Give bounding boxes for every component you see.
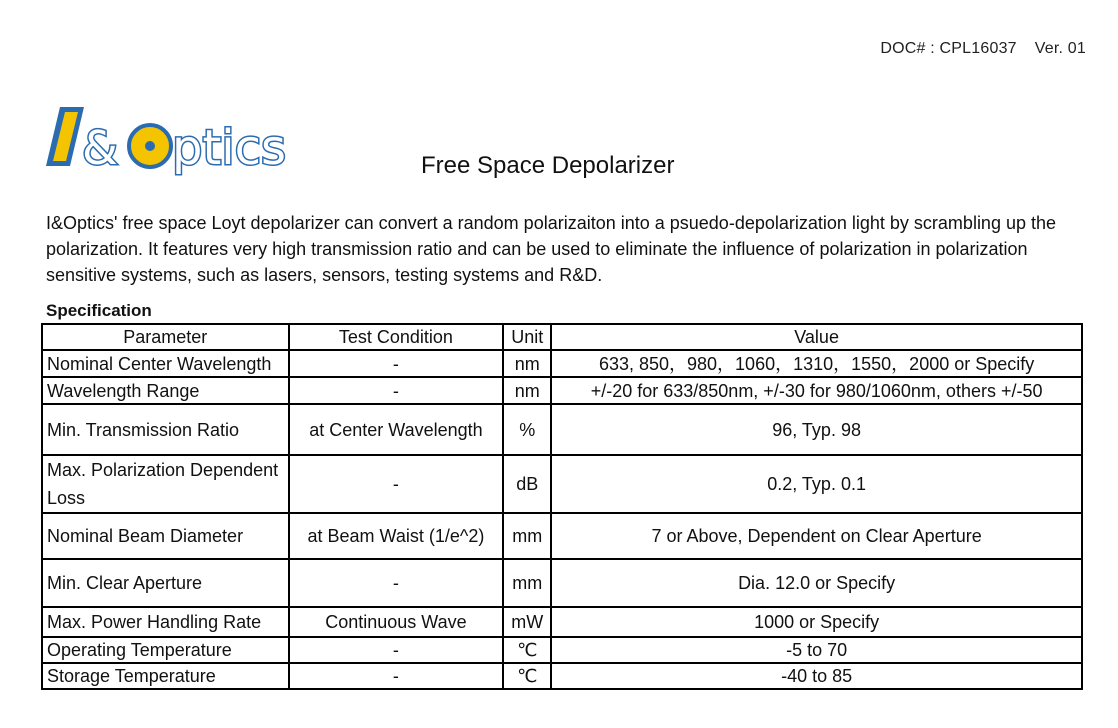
cell-value: 1000 or Specify bbox=[551, 607, 1082, 637]
logo-ampersand: & bbox=[82, 121, 118, 175]
cell-unit: mW bbox=[503, 607, 551, 637]
cell-value: 7 or Above, Dependent on Clear Aperture bbox=[551, 513, 1082, 559]
cell-unit: mm bbox=[503, 513, 551, 559]
cell-value: 96, Typ. 98 bbox=[551, 404, 1082, 455]
doc-id: DOC# : CPL16037 bbox=[880, 40, 1017, 57]
document-number bbox=[880, 40, 1086, 58]
column-header-parameter: Parameter bbox=[42, 324, 289, 350]
cell-test-condition: - bbox=[289, 559, 504, 607]
intro-paragraph: I&Optics' free space Loyt depolarizer can convert a random polarizaiton into a psuedo-depolarization light by scrambling up the polarization. It features very high transmission ratio and can be used to eliminate the influence of polarization in polarization sensitive systems, such as lasers, sensors, testing systems and R&D. bbox=[46, 213, 1057, 285]
cell-value: 0.2, Typ. 0.1 bbox=[551, 455, 1082, 513]
table-row bbox=[42, 350, 1082, 377]
cell-parameter: Min. Transmission Ratio bbox=[42, 404, 289, 455]
cell-parameter: Wavelength Range bbox=[42, 377, 289, 404]
cell-unit: nm bbox=[503, 377, 551, 404]
cell-test-condition: at Beam Waist (1/e^2) bbox=[289, 513, 504, 559]
table-row bbox=[42, 607, 1082, 637]
cell-value: Dia. 12.0 or Specify bbox=[551, 559, 1082, 607]
cell-unit: ℃ bbox=[503, 663, 551, 689]
column-header-unit: Unit bbox=[503, 324, 551, 350]
cell-test-condition: - bbox=[289, 377, 504, 404]
doc-version: Ver. 01 bbox=[1034, 40, 1086, 57]
table-row bbox=[42, 513, 1082, 559]
cell-parameter: Nominal Beam Diameter bbox=[42, 513, 289, 559]
table-row bbox=[42, 559, 1082, 607]
column-header-test-condition: Test Condition bbox=[289, 324, 504, 350]
cell-parameter: Storage Temperature bbox=[42, 663, 289, 689]
cell-unit: % bbox=[503, 404, 551, 455]
cell-parameter: Max. Polarization Dependent Loss bbox=[42, 455, 289, 513]
cell-parameter: Operating Temperature bbox=[42, 637, 289, 663]
cell-value: 633, 850，980，1060，1310，1550，2000 or Specify bbox=[551, 350, 1082, 377]
cell-test-condition: - bbox=[289, 663, 504, 689]
cell-value: -5 to 70 bbox=[551, 637, 1082, 663]
logo-wordmark: ptics bbox=[172, 120, 287, 176]
cell-parameter: Min. Clear Aperture bbox=[42, 559, 289, 607]
table-row bbox=[42, 663, 1082, 689]
cell-value: -40 to 85 bbox=[551, 663, 1082, 689]
spec-heading: Specification bbox=[46, 301, 152, 320]
cell-test-condition: - bbox=[289, 637, 504, 663]
table-row bbox=[42, 637, 1082, 663]
cell-test-condition: at Center Wavelength bbox=[289, 404, 504, 455]
company-logo bbox=[44, 104, 304, 184]
cell-unit: nm bbox=[503, 350, 551, 377]
cell-parameter: Max. Power Handling Rate bbox=[42, 607, 289, 637]
cell-unit: ℃ bbox=[503, 637, 551, 663]
cell-parameter: Nominal Center Wavelength bbox=[42, 350, 289, 377]
cell-test-condition: Continuous Wave bbox=[289, 607, 504, 637]
table-row bbox=[42, 377, 1082, 404]
cell-test-condition: - bbox=[289, 455, 504, 513]
cell-test-condition: - bbox=[289, 350, 504, 377]
table-row bbox=[42, 455, 1082, 513]
logo-o-center bbox=[145, 141, 155, 151]
cell-value: +/-20 for 633/850nm, +/-30 for 980/1060nm, others +/-50 bbox=[551, 377, 1082, 404]
table-row bbox=[42, 404, 1082, 455]
column-header-value: Value bbox=[551, 324, 1082, 350]
cell-unit: mm bbox=[503, 559, 551, 607]
cell-unit: dB bbox=[503, 455, 551, 513]
page-title: Free Space Depolarizer bbox=[421, 152, 675, 179]
table-header-row bbox=[42, 324, 1082, 350]
spec-table bbox=[41, 323, 1083, 690]
